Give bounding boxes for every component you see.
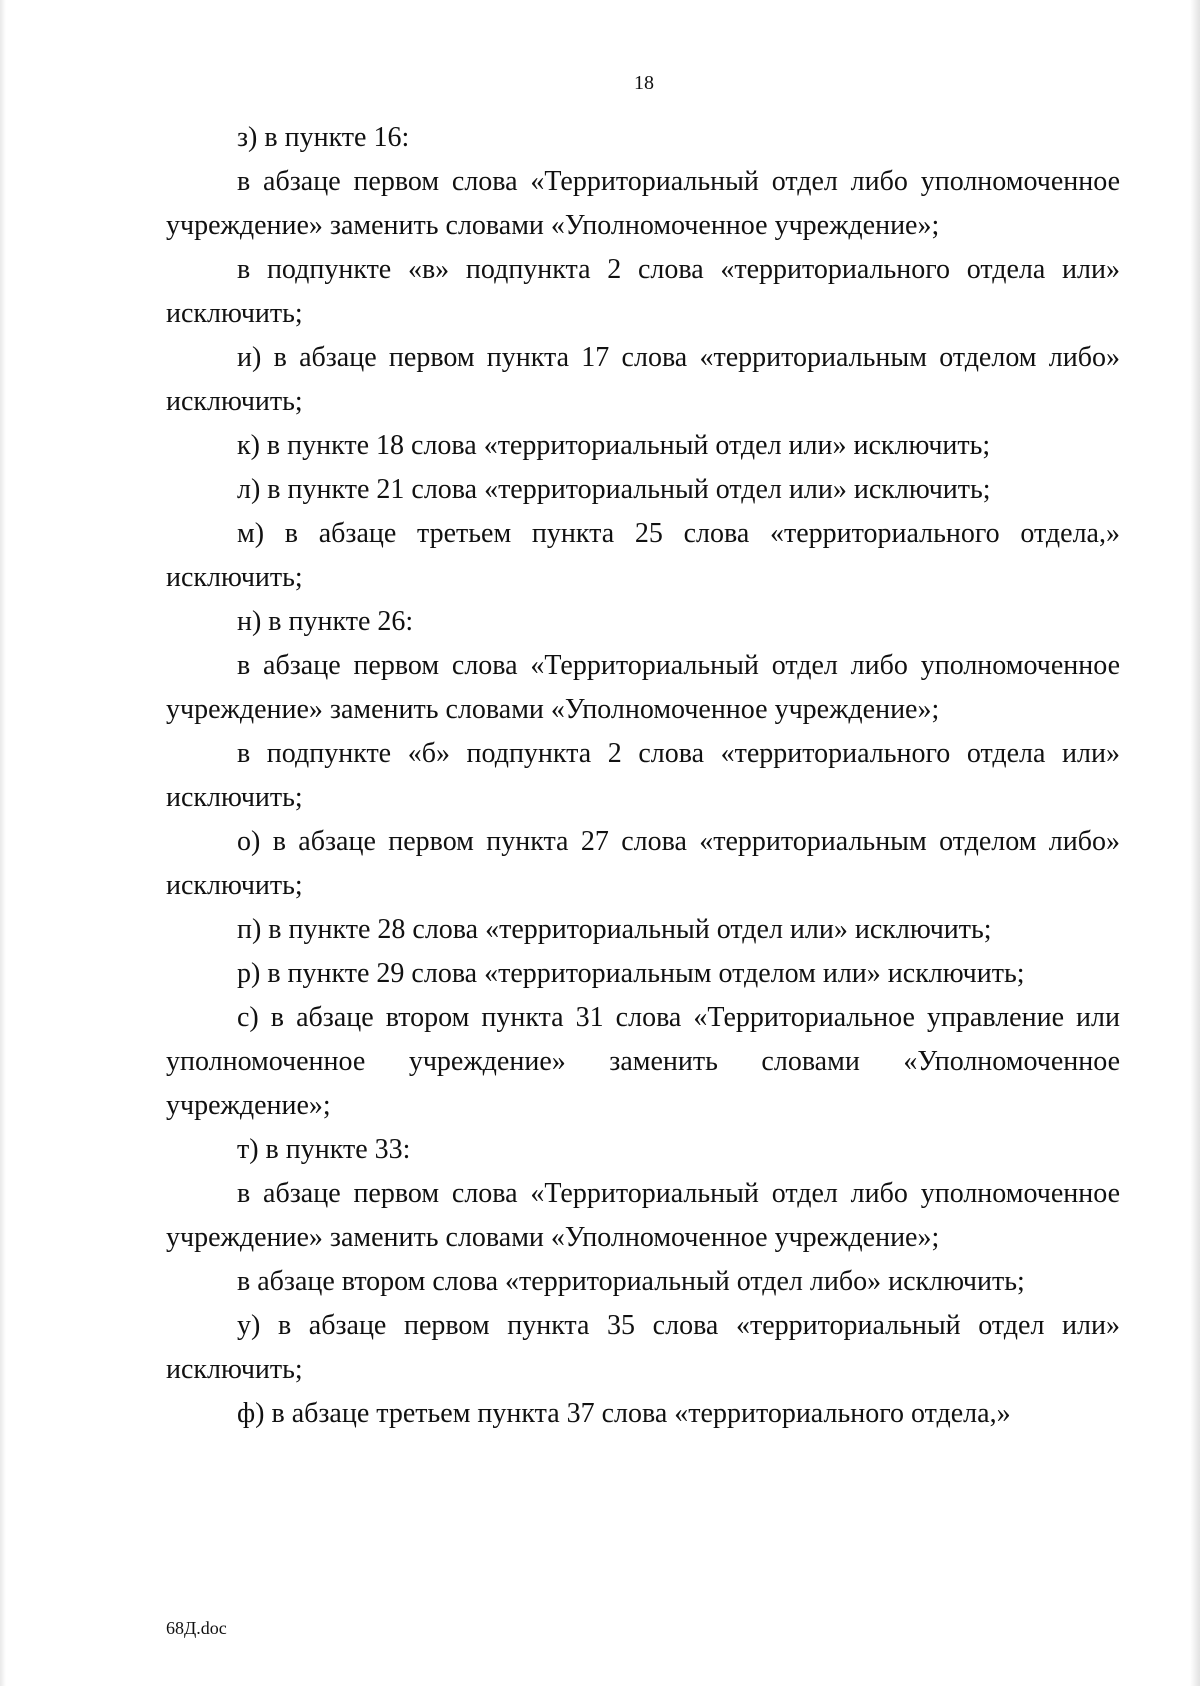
paragraph: и) в абзаце первом пункта 17 слова «территориальным отделом либо» исключить; — [166, 342, 1120, 417]
page-number: 18 — [634, 72, 654, 94]
paragraph: л) в пункте 21 слова «территориальный отдел или» исключить; — [237, 474, 991, 505]
paragraph: в абзаце втором слова «территориальный отдел либо» исключить; — [237, 1266, 1025, 1297]
paragraph: т) в пункте 33: — [237, 1134, 411, 1165]
paragraph: у) в абзаце первом пункта 35 слова «территориальный отдел или» исключить; — [166, 1310, 1120, 1385]
paragraph: в абзаце первом слова «Территориальный отдел либо уполномоченное учреждение» заменить словами «Уполномоченное учреждение»; — [166, 1178, 1120, 1253]
paragraph: с) в абзаце втором пункта 31 слова «Территориальное управление или уполномоченное учреждение» заменить словами «Уполномоченное учреждение»; — [166, 1002, 1120, 1121]
footer-filename: 68Д.doc — [166, 1618, 227, 1638]
paragraph: в подпункте «б» подпункта 2 слова «территориального отдела или» исключить; — [166, 738, 1120, 813]
paragraph: ф) в абзаце третьем пункта 37 слова «территориального отдела,» — [237, 1398, 1011, 1429]
paragraph: з) в пункте 16: — [237, 122, 410, 153]
paragraph: в абзаце первом слова «Территориальный отдел либо уполномоченное учреждение» заменить словами «Уполномоченное учреждение»; — [166, 650, 1120, 725]
paragraph: в подпункте «в» подпункта 2 слова «территориального отдела или» исключить; — [166, 254, 1120, 329]
paragraph: в абзаце первом слова «Территориальный отдел либо уполномоченное учреждение» заменить словами «Уполномоченное учреждение»; — [166, 166, 1120, 241]
paragraph: к) в пункте 18 слова «территориальный отдел или» исключить; — [237, 430, 991, 461]
scan-edge-right — [1190, 0, 1200, 1686]
paragraph: о) в абзаце первом пункта 27 слова «территориальным отделом либо» исключить; — [166, 826, 1120, 901]
paragraph: р) в пункте 29 слова «территориальным отделом или» исключить; — [237, 958, 1025, 989]
scan-edge-left — [0, 0, 6, 1686]
paragraph: н) в пункте 26: — [237, 606, 414, 637]
paragraph: м) в абзаце третьем пункта 25 слова «территориального отдела,» исключить; — [166, 518, 1120, 593]
paragraph: п) в пункте 28 слова «территориальный отдел или» исключить; — [237, 914, 992, 945]
document-body — [166, 116, 1120, 1436]
